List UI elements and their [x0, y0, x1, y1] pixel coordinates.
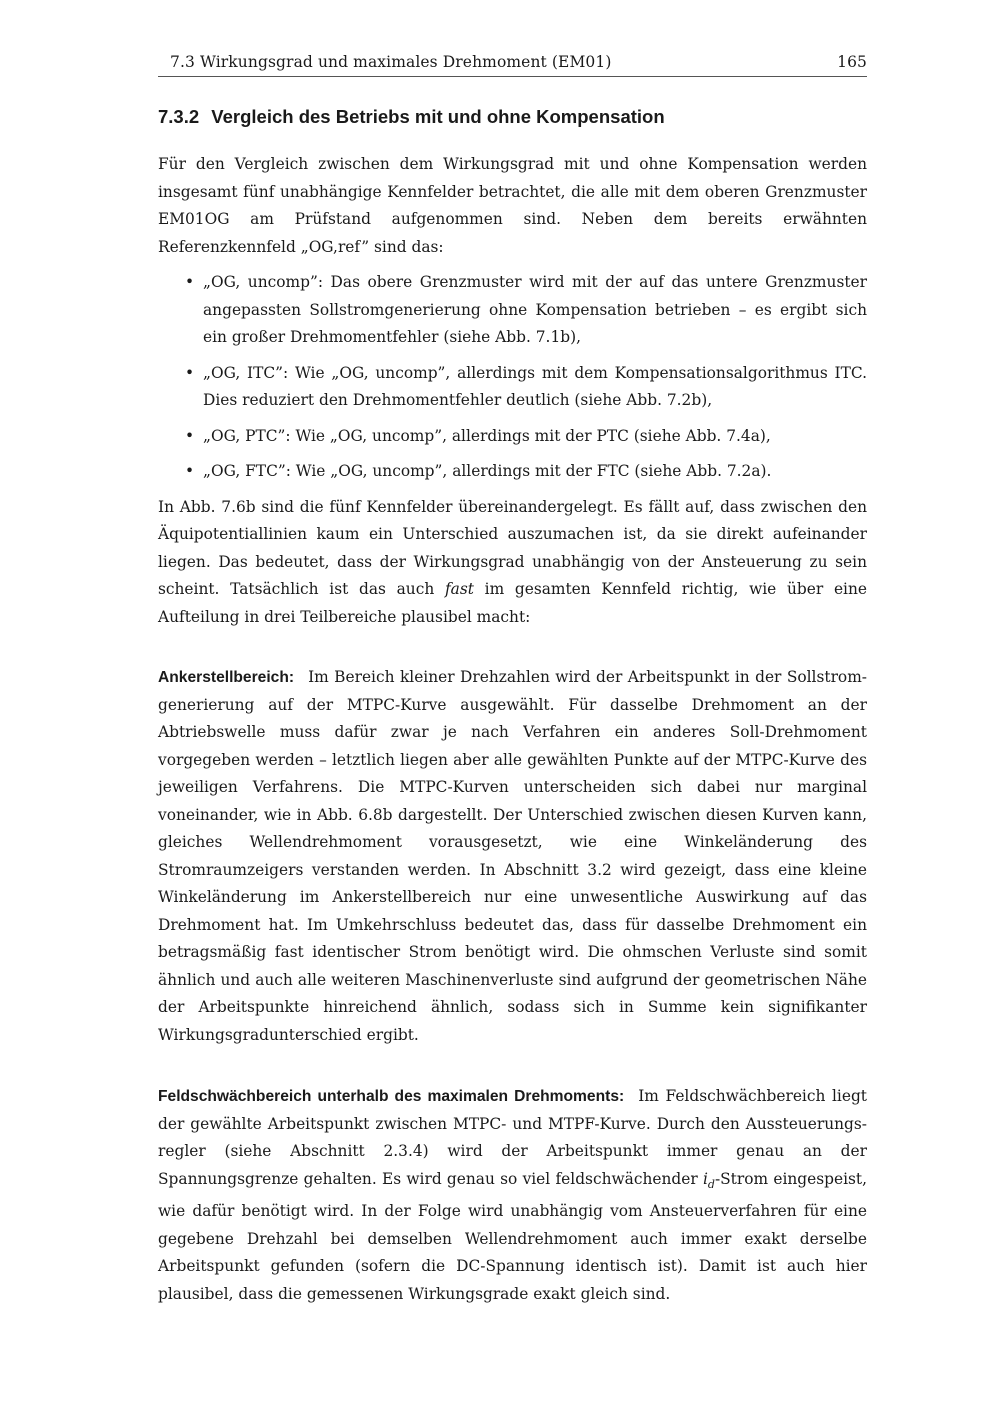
section-heading	[158, 105, 665, 129]
paragraph-spacer	[158, 631, 867, 664]
list-item: • „OG, ITC”: Wie „OG, uncomp”, allerdings mit dem Kompensationsalgorithmus ITC. Dies reduziert den Drehmomentfehler deutlich (siehe Abb. 7.2b),	[203, 360, 867, 415]
list-item: • „OG, FTC”: Wie „OG, uncomp”, allerdings mit der FTC (siehe Abb. 7.2a).	[203, 458, 867, 486]
ankerstellbereich-paragraph	[158, 664, 867, 1049]
overlay-text-after: im gesamten Kennfeld richtig, wie über eine Aufteilung in drei Teilbereiche plausibel macht:	[158, 580, 867, 626]
page-number: 165	[837, 53, 867, 71]
ankerstellbereich-heading: Ankerstellbereich:	[158, 669, 295, 686]
feldschwaechbereich-heading: Feldschwächbereich unterhalb des maximalen Drehmoments:	[158, 1088, 625, 1105]
feldschwaechbereich-text-before: Im Feldschwächbereich liegt der gewählte Arbeitspunkt zwischen MTPC- und MTPF-Kurve. Durch den Aussteuerungsregler (siehe Abschnitt 2.3.4) wird der Arbeitspunkt immer genau an der Spannungsgrenze gehalten. Es wird genau so viel feldschwächender	[158, 1087, 867, 1188]
feldschwaechbereich-text-after: -Strom eingespeist, wie dafür benötigt wird. In der Folge wird unabhängig vom Ansteuerverfahren für eine gegebene Drehzahl bei demselben Wellendrehmoment auch immer exakt derselbe Arbeitspunkt gefunden (sofern die DC-Spannung identisch ist). Damit ist auch hier plausibel, dass die gemessenen Wirkungsgrade exakt gleich sind.	[158, 1169, 867, 1303]
overlay-paragraph	[158, 494, 867, 632]
intro-paragraph: Für den Vergleich zwischen dem Wirkungsgrad mit und ohne Kompensation werden insgesamt fünf unabhängige Kennfelder betrachtet, die alle mit dem oberen Grenzmuster EM01OG am Prüfstand aufgenommen sind. Neben dem bereits erwähnten Referenzkennfeld „OG,ref” sind das:	[158, 155, 867, 256]
section-title: Vergleich des Betriebs mit und ohne Kompensation	[211, 106, 665, 127]
overlay-text-before: In Abb. 7.6b sind die fünf Kennfelder übereinandergelegt. Es fällt auf, dass zwischen den Äquipotentiallinien kaum ein Unterschied auszumachen ist, da sie direkt aufeinander liegen. Das bedeutet, dass der Wirkungsgrad unabhängig von der Ansteuerung zu sein scheint. Tatsächlich ist das auch	[158, 497, 867, 598]
paragraph-spacer	[158, 1049, 867, 1083]
emphasis-fast: fast	[444, 580, 474, 598]
list-item: • „OG, uncomp”: Das obere Grenzmuster wird mit der auf das untere Grenzmuster angepassten Sollstromgenerierung ohne Kompensation betrieben – es ergibt sich ein großer Drehmomentfehler (siehe Abb. 7.1b),	[203, 269, 867, 352]
ankerstellbereich-text: Im Bereich kleiner Drehzahlen wird der Arbeitspunkt in der Sollstromgenerierung auf der MTPC-Kurve ausgewählt. Für dasselbe Drehmoment an der Abtriebswelle muss dafür zwar je nach Verfahren ein anderes Soll-Drehmoment vorgegeben werden – letztlich liegen aber alle gewählten Punkte auf der MTPC-Kurve des jeweiligen Verfahrens. Die MTPC-Kurven unterscheiden sich dabei nur marginal voneinander, wie in Abb. 6.8b dargestellt. Der Unterschied zwischen diesen Kurven kann, gleiches Wellendrehmoment vorausgesetzt, wie eine Winkeländerung des Stromraumzeigers verstanden werden. In Abschnitt 3.2 wird gezeigt, dass eine kleine Winkeländerung im Ankerstellbereich nur eine unwesentliche Auswirkung auf das Drehmoment hat. Im Umkehrschluss bedeutet das, dass für dasselbe Drehmoment ein betragsmäßig fast identischer Strom benötigt wird. Die ohmschen Verluste sind somit ähnlich und auch alle weiteren Maschinenverluste sind aufgrund der geometrischen Nähe der Arbeitspunkte hinreichend ähnlich, sodass sich in Summe kein signifikanter Wirkungsgradunterschied ergibt.	[158, 668, 867, 1044]
section-number: 7.3.2	[158, 106, 200, 127]
feldschwaechbereich-paragraph	[158, 1083, 867, 1308]
id-current-symbol: $i_d$	[702, 1169, 715, 1191]
list-item: • „OG, PTC”: Wie „OG, uncomp”, allerdings mit der PTC (siehe Abb. 7.4a),	[203, 423, 867, 451]
running-header	[158, 51, 867, 77]
body-text	[158, 151, 867, 1308]
configuration-list	[158, 269, 867, 486]
running-title: 7.3 Wirkungsgrad und maximales Drehmoment (EM01)	[170, 53, 612, 71]
